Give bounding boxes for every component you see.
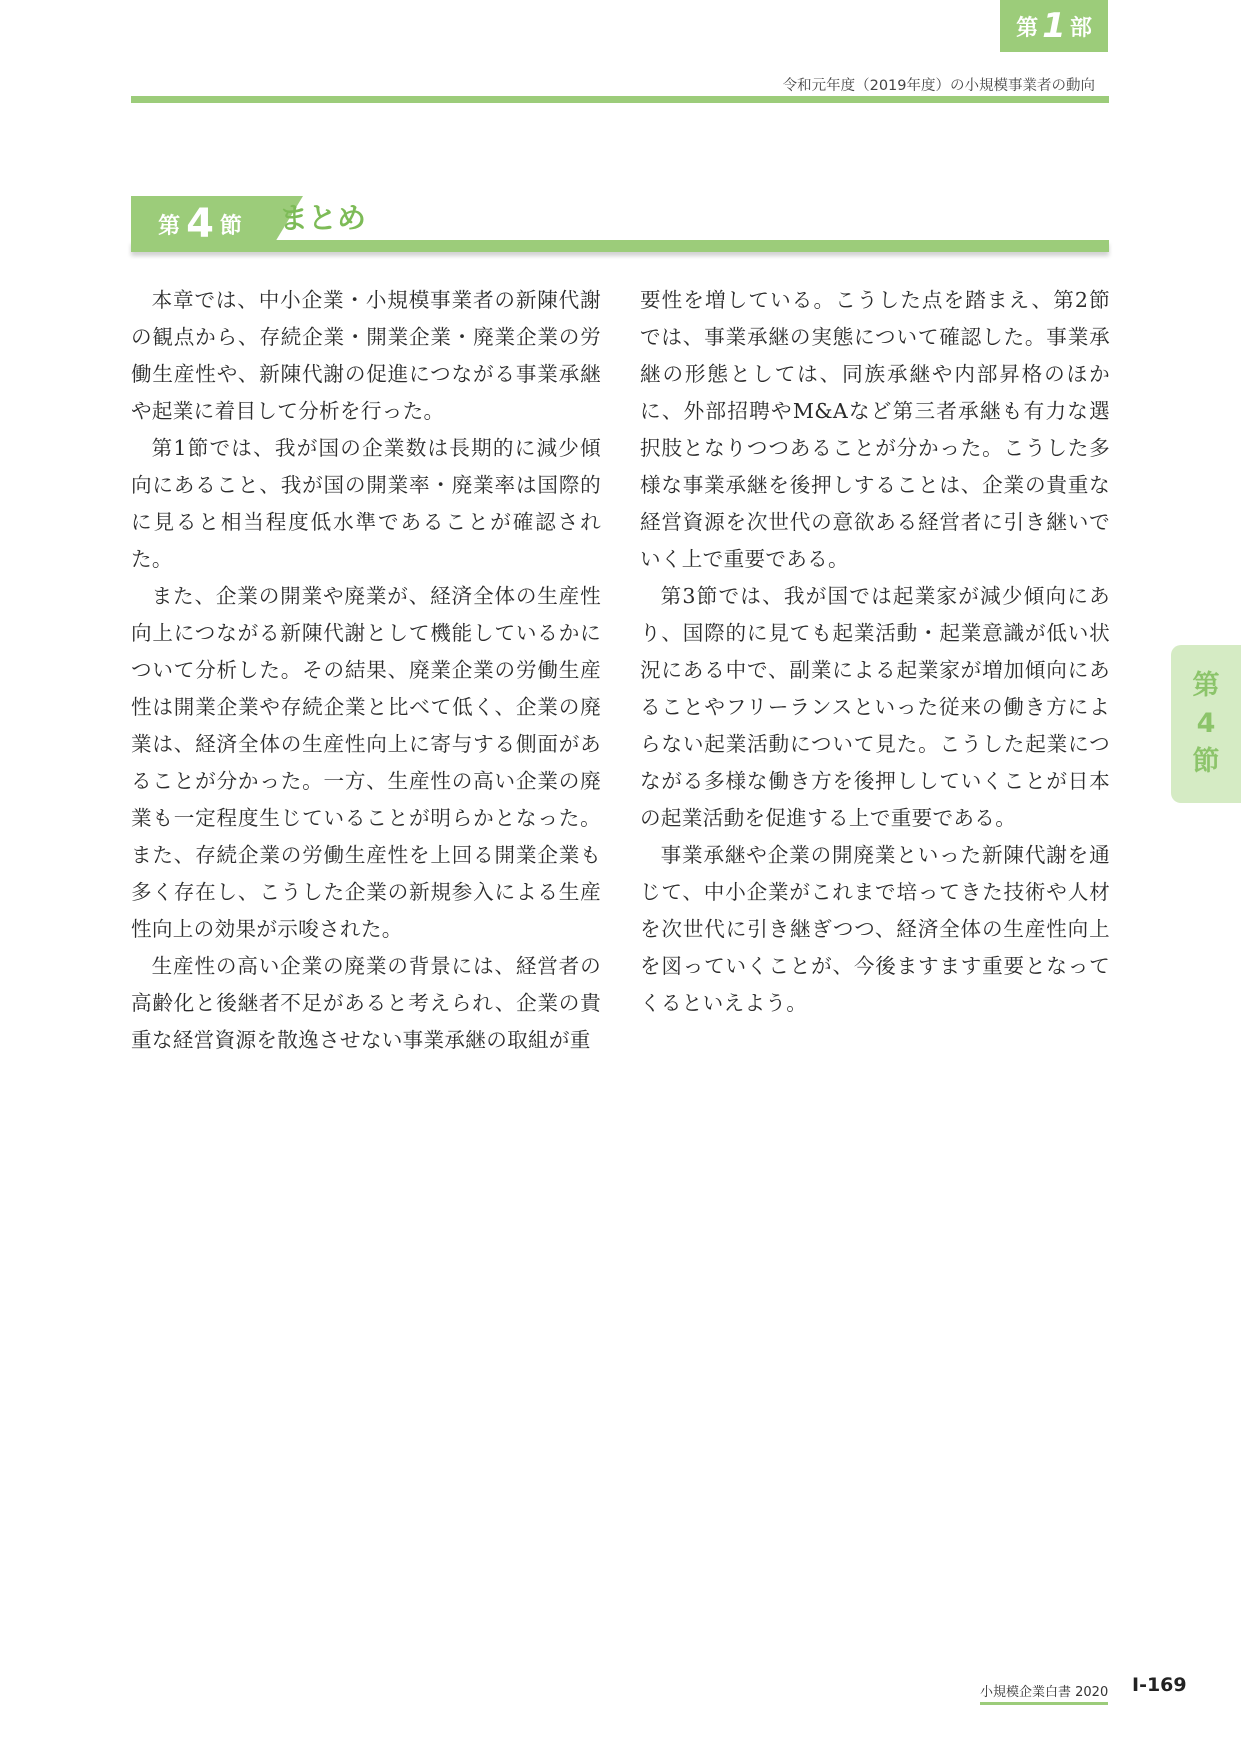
paragraph: 第1節では、我が国の企業数は長期的に減少傾向にあること、我が国の開業率・廃業率は国際的に見ると相当程度低水準であることが確認された。 bbox=[131, 436, 601, 571]
running-head: 令和元年度（2019年度）の小規模事業者の動向 bbox=[782, 78, 1095, 94]
header-rule bbox=[131, 96, 1109, 103]
part-tab bbox=[1000, 0, 1108, 52]
section-label bbox=[131, 196, 269, 252]
part-tab-number: 1 bbox=[1042, 6, 1066, 46]
right-column bbox=[640, 282, 1110, 1022]
section-label-prefix: 第 bbox=[158, 213, 181, 239]
page-number: Ⅰ-169 bbox=[1132, 1674, 1187, 1696]
side-tab-prefix: 第 bbox=[1192, 670, 1220, 701]
section-title: まとめ bbox=[279, 201, 367, 235]
side-tab-suffix: 節 bbox=[1192, 746, 1220, 777]
side-tab-number: 4 bbox=[1196, 708, 1216, 739]
section-heading bbox=[131, 196, 1109, 258]
section-label-number: 4 bbox=[186, 201, 214, 247]
part-tab-suffix: 部 bbox=[1069, 15, 1092, 41]
part-tab-prefix: 第 bbox=[1016, 15, 1039, 41]
section-label-suffix: 節 bbox=[219, 213, 242, 239]
paragraph: 生産性の高い企業の廃業の背景には、経営者の高齢化と後継者不足があると考えられ、企業の貴重な経営資源を散逸させない事業承継の取組が重 bbox=[131, 954, 601, 1052]
paragraph: 事業承継や企業の開廃業といった新陳代謝を通じて、中小企業がこれまで培ってきた技術や人材を次世代に引き継ぎつつ、経済全体の生産性向上を図っていくことが、今後ますます重要となってくるといえよう。 bbox=[640, 843, 1110, 1015]
paragraph: 第3節では、我が国では起業家が減少傾向にあり、国際的に見ても起業活動・起業意識が低い状況にある中で、副業による起業家が増加傾向にあることやフリーランスといった従来の働き方によらない起業活動について見た。こうした起業につながる多様な働き方を後押ししていくことが日本の起業活動を促進する上で重要である。 bbox=[640, 584, 1110, 830]
paragraph: 本章では、中小企業・小規模事業者の新陳代謝の観点から、存続企業・開業企業・廃業企業の労働生産性や、新陳代謝の促進につながる事業承継や起業に着目して分析を行った。 bbox=[131, 288, 601, 423]
paragraph-continuation: 要性を増している。こうした点を踏まえ、第2節では、事業承継の実態について確認した。事業承継の形態としては、同族承継や内部昇格のほかに、外部招聘やM&Aなど第三者承継も有力な選択肢となりつつあることが分かった。こうした多様な事業承継を後押しすることは、企業の貴重な経営資源を次世代の意欲ある経営者に引き継いでいく上で重要である。 bbox=[640, 288, 1110, 571]
paragraph: また、企業の開業や廃業が、経済全体の生産性向上につながる新陳代謝として機能しているかについて分析した。その結果、廃業企業の労働生産性は開業企業や存続企業と比べて低く、企業の廃業は、経済全体の生産性向上に寄与する側面があることが分かった。一方、生産性の高い企業の廃業も一定程度生じていることが明らかとなった。また、存続企業の労働生産性を上回る開業企業も多く存在し、こうした企業の新規参入による生産性向上の効果が示唆された。 bbox=[131, 584, 601, 941]
left-column bbox=[131, 282, 601, 1059]
footer-book-title: 小規模企業白書 2020 bbox=[980, 1681, 1108, 1705]
section-side-tab bbox=[1171, 645, 1241, 803]
